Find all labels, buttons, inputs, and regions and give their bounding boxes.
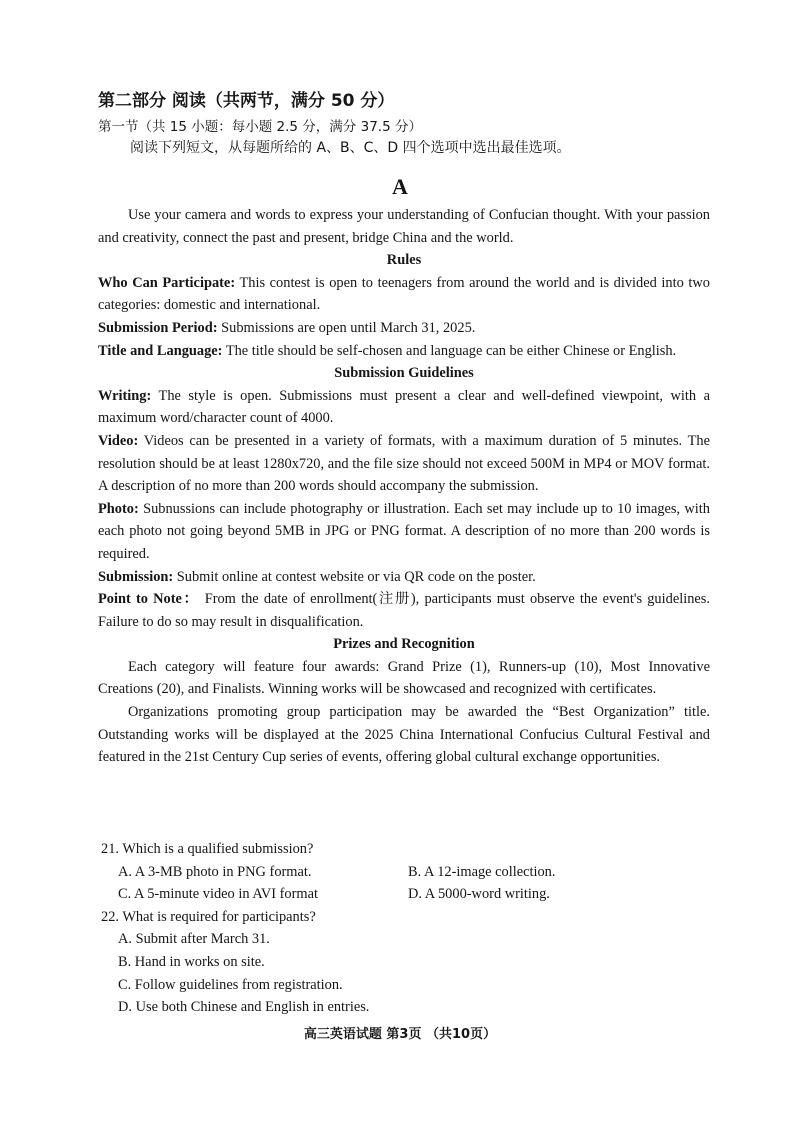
guideline-writing: [98, 385, 710, 430]
question-21-stem: 21. Which is a qualified submission?: [101, 841, 314, 857]
question-21-option-b: B. A 12-image collection.: [408, 863, 556, 880]
page-footer: 高三英语试题 第3页 （共10页）: [303, 1027, 497, 1042]
prizes-heading: Prizes and Recognition: [333, 636, 475, 653]
question-22-stem: 22. What is required for participants?: [101, 908, 316, 925]
guideline-label: Photo:: [98, 500, 139, 517]
rule-participants: [98, 272, 710, 317]
question-21-option-d: D. A 5000-word writing.: [408, 886, 550, 903]
passage-body: [98, 204, 710, 769]
question-21-option-a: A. A 3-MB photo in PNG format.: [118, 863, 312, 880]
rule-label: Submission Period:: [98, 319, 218, 336]
question-21-option-c: C. A 5-minute video in AVI format: [118, 886, 318, 903]
question-22-option-c: C. Follow guidelines from registration.: [118, 976, 343, 993]
part-title: 第二部分 阅读（共两节，满分 50 分）: [98, 91, 395, 111]
question-22-option-d: D. Use both Chinese and English in entries.: [118, 999, 370, 1016]
question-22-option-a: A. Submit after March 31.: [118, 931, 270, 948]
question-21-options-row: [101, 883, 701, 906]
rule-period: [98, 317, 710, 340]
guideline-note: [98, 588, 710, 633]
rules-heading: Rules: [386, 252, 422, 269]
passage-intro: Use your camera and words to express your understanding of Confucian thought. With your passion and creativity, connect the past and present, bridge China and the world.: [98, 207, 710, 246]
reading-instructions: 阅读下列短文，从每题所给的 A、B、C、D 四个选项中选出最佳选项。: [130, 140, 571, 156]
rule-label: Who Can Participate:: [98, 274, 236, 291]
questions: [101, 838, 701, 1019]
rule-title-language: [98, 340, 710, 363]
guideline-video: [98, 430, 710, 498]
guideline-submission: [98, 566, 710, 589]
guideline-label: Video:: [98, 432, 139, 449]
guideline-text: From the date of enrollment(注册), participants must observe the event's guidelines. Failure to do so may result in disqualification.: [98, 591, 710, 630]
guidelines-heading: Submission Guidelines: [334, 365, 474, 382]
section-title: 第一节（共 15 小题：每小题 2.5 分，满分 37.5 分）: [98, 119, 422, 135]
rule-text: This contest is open to teenagers from around the world and is divided into two categories: domestic and international.: [98, 274, 710, 314]
guideline-label: Writing:: [98, 387, 152, 404]
rule-label: Title and Language:: [98, 342, 223, 359]
guideline-photo: [98, 498, 710, 566]
rule-text: Submissions are open until March 31, 2025.: [217, 319, 476, 336]
guideline-text: The style is open. Submissions must present a clear and well-defined viewpoint, with a maximum word/character count of 4000.: [98, 387, 710, 427]
guideline-label: Point to Note：: [98, 591, 200, 608]
guideline-text: Submit online at contest website or via QR code on the poster.: [173, 568, 536, 585]
question-21-options-row: [101, 861, 701, 884]
prizes-paragraph: Organizations promoting group participation may be awarded the “Best Organization” title. Outstanding works will be displayed at the 2025 China International Confucius Cultural Festival and featured in the 21st Century Cup series of events, offering global cultural exchange opportunities.: [98, 704, 710, 766]
guideline-text: Videos can be presented in a variety of formats, with a maximum duration of 5 minutes. The resolution should be at least 1280x720, and the file size should not exceed 500M in MP4 or MOV format. A description of no more than 200 words should accompany the submission.: [98, 432, 710, 495]
rule-text: The title should be self-chosen and language can be either Chinese or English.: [222, 342, 677, 359]
guideline-label: Submission:: [98, 568, 174, 585]
question-22-option-b: B. Hand in works on site.: [118, 953, 265, 970]
passage-letter: A: [392, 174, 408, 199]
guideline-text: Subnussions can include photography or illustration. Each set may include up to 10 images, with each photo not going beyond 5MB in JPG or PNG format. A description of no more than 200 words is required.: [98, 500, 710, 562]
prizes-paragraph: Each category will feature four awards: Grand Prize (1), Runners-up (10), Most Innovative Creations (20), and Finalists. Winning works will be showcased and recognized with certificates.: [98, 658, 710, 698]
